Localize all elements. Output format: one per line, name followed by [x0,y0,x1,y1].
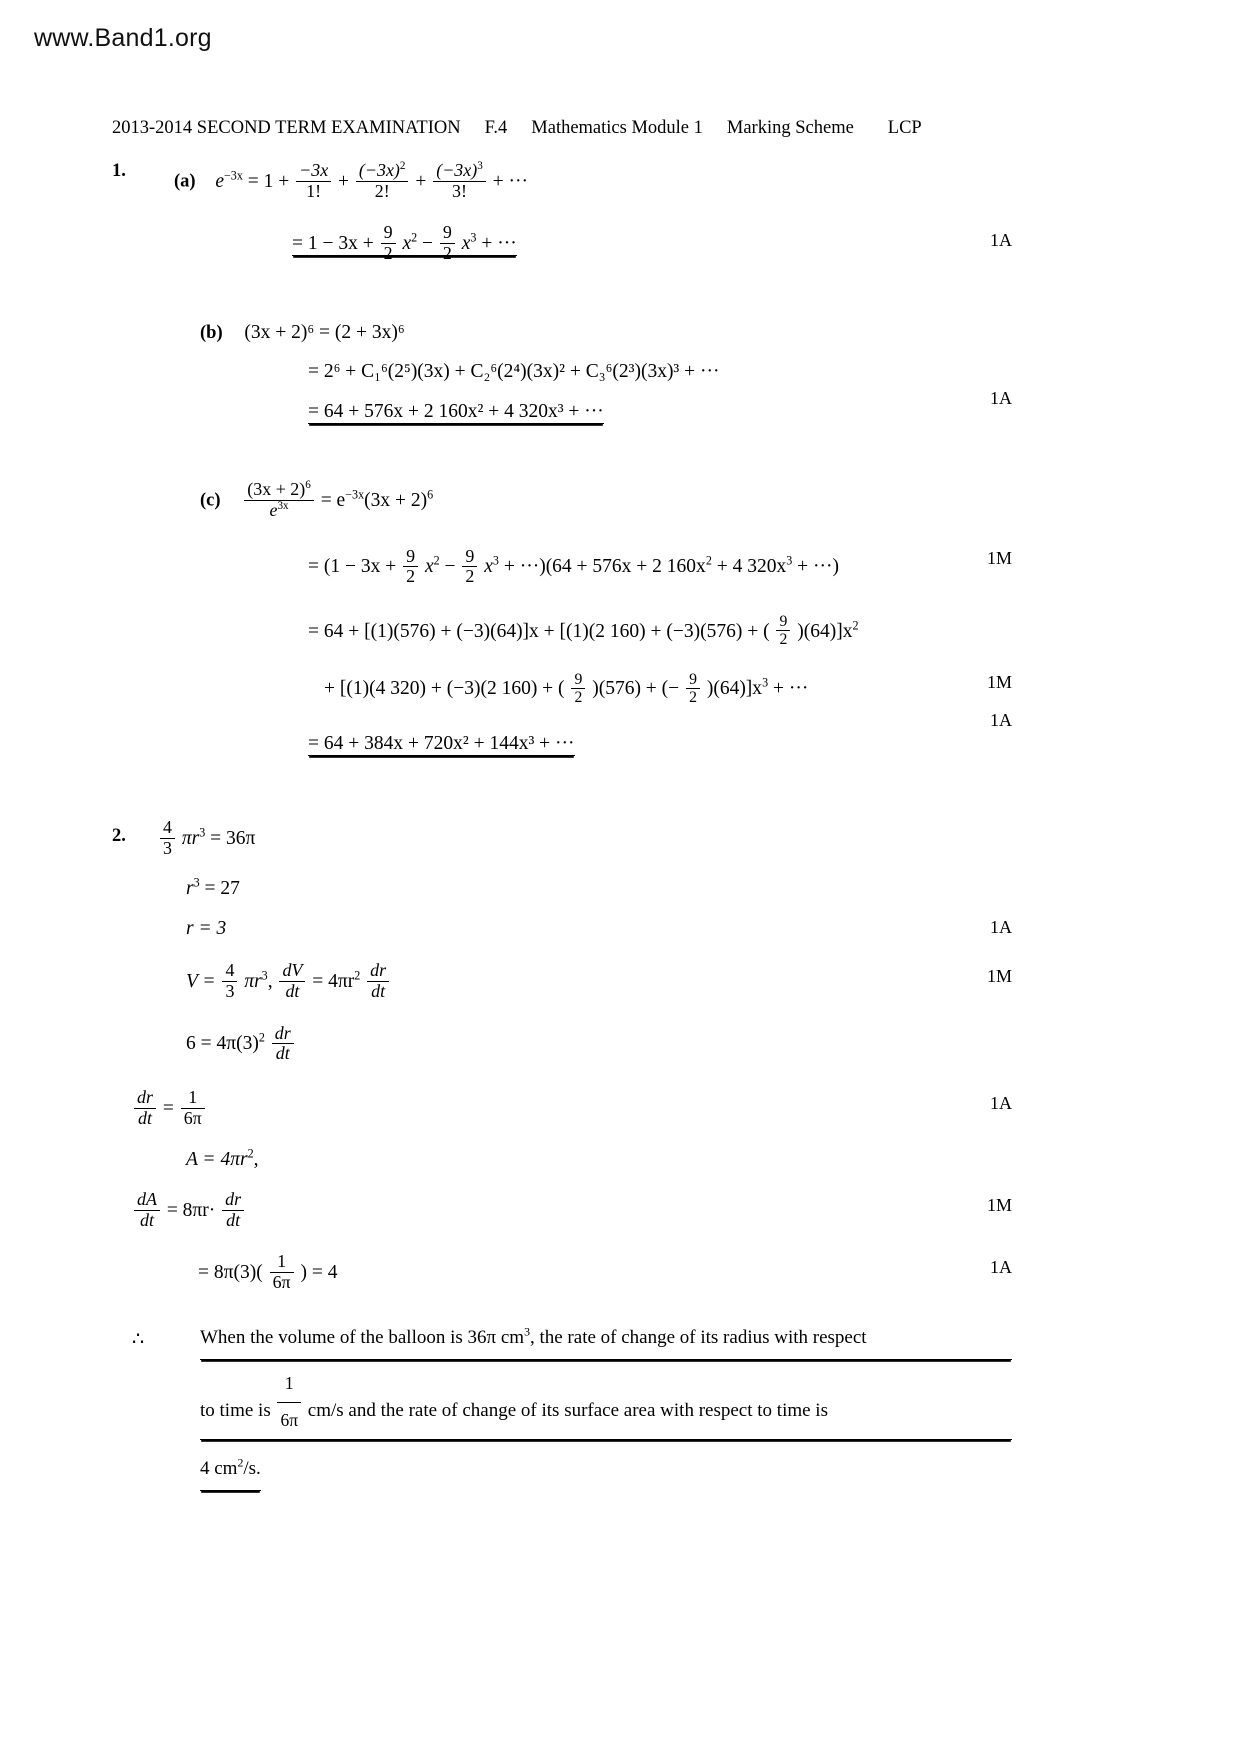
q1a-expression-line1: $e^{-3x} = 1$ + $\frac{-3x}{1!}$ + $\frac{(-3x)^2}{2!}$ + $\frac{(-3x)^3}{3!}$ + ··· [215,160,528,201]
q2-line4: V = $\frac{4}{3}$ $\pi r^3$, $\frac{dV}{dt}$ = $4\pi r^2$ $\frac{dr}{dt}$ [186,971,391,992]
q2-line5: $6 = 4\pi(3)^2$ $\frac{dr}{dt}$ [186,1033,296,1054]
q1-part-a-label: (a) [174,171,196,192]
q1b-line1: (3x + 2)⁶ = (2 + 3x)⁶ [244,321,405,343]
q1b-line2-row [112,361,1012,382]
q1a-lhs: e [215,170,224,192]
q2-frac-4-3-b: $\frac{4}{3}$ [222,961,237,1001]
q1a-expression-line2: = 1 − 3x + $\frac{9}{2}$ $x^2$ − $\frac{9}{2}$ $x^3$ + ··· [292,222,517,264]
q1c-line4-row [112,671,1012,707]
header-teacher: LCP [887,118,922,138]
q2-line9: = 8π(3)( $\frac{1}{6\pi}$ ) = 4 [198,1251,338,1293]
q1c-lhs-fraction: $\frac{(3x + 2)^6}{e^{3x}}$ [244,480,314,520]
question-1-number: 1. [112,161,126,181]
header-doc-type: Marking Scheme [726,118,854,138]
q2-line2-row [112,875,1012,900]
q2-line1: $\frac{4}{3}$ $\pi r^3 = 36\pi$ [158,828,255,849]
q1b-line2: = 2⁶ + C₁⁶(2⁵)(3x) + C₂⁶(2⁴)(3x)² + C₃⁶(2³)(3x)³ + ··· [308,361,720,383]
q1-part-b-label: (b) [200,322,223,343]
header-form: F.4 [484,118,508,138]
q1a-term-3: $\frac{(-3x)^3}{3!}$ [433,161,486,201]
q2-line2: $r^3 = 27$ [186,875,240,900]
q1c-line4: + [(1)(4 320) + (−3)(2 160) + ( $\frac{9}{2}$ )(576) + (− $\frac{9}{2}$ )$(64)]x^3$ + ··· [324,670,809,707]
q2-frac-dr-dt-a: $\frac{dr}{dt}$ [367,961,389,1001]
mark-q2-1: 1A [990,916,1012,937]
q1a-eq: = 1 + [247,170,290,192]
q2-line7-row [112,1146,1012,1170]
mark-q2-2: 1M [986,966,1012,987]
q2-line3: r = 3 [186,917,227,939]
q1c-line5: = 64 + 384x + 720x² + 144x³ + ··· [308,732,575,754]
q2-line7: $A = 4\pi r^2$, [186,1146,259,1170]
q2-line3-row [112,918,1012,939]
q2-line8: $\frac{dA}{dt}$ = 8πr· $\frac{dr}{dt}$ [132,1200,246,1221]
question-2 [112,818,1012,1491]
q2-conclusion [112,1319,1012,1492]
q1c-line3: = 64 + [(1)(576) + (−3)(64)]x + [(1)(2 160) + (−3)(576) + ( $\frac{9}{2}$ )$(64)]x^2$ [308,613,859,649]
q1a-frac-9-2-a: $\frac{9}{2}$ [381,223,396,263]
q2-line9-row [112,1252,1012,1292]
q2-frac-1-6pi-a: $\frac{1}{6\pi}$ [181,1088,205,1128]
q1c-line3-row [112,613,1012,649]
q2-frac-4-3-a: $\frac{4}{3}$ [160,818,175,858]
q1c-frac-9-2-e: $\frac{9}{2}$ [686,671,700,707]
question-1 [112,161,1012,754]
q2-conclusion-line2: to time is $\frac{1}{6\pi}$ cm/s and the rate of change of its surface area with respect to time is [200,1366,1012,1441]
header-exam: 2013-2014 SECOND TERM EXAMINATION [112,118,461,138]
q1c-line2-row [112,547,1012,587]
q1c-frac-9-2-c: $\frac{9}{2}$ [776,613,790,649]
mark-q1a: 1A [990,230,1012,251]
q1a-frac-9-2-b: $\frac{9}{2}$ [440,223,455,263]
q1a-term-2: $\frac{(-3x)^2}{2!}$ [356,161,409,201]
q1-part-c-label: (c) [200,490,221,511]
q1c-line2: = (1 − 3x + $\frac{9}{2}$ $x^2$ − $\frac{9}{2}$ $x^3 + \cdot\cdot\cdot)(64 + 576x + 2$ $160x^2 + 4$ $320x^3$ + ···) [308,545,840,587]
q2-line6: $\frac{dr}{dt}$ = $\frac{1}{6\pi}$ [132,1098,207,1119]
q2-line6-row [112,1088,1012,1128]
q2-line4-row [112,961,1012,1001]
q2-line8-row [112,1190,1012,1230]
q1c-line5-row [112,709,1012,754]
q1-part-b [112,322,1012,343]
q1c-frac-9-2-a: $\frac{9}{2}$ [403,547,418,587]
q2-frac-dV-dt: $\frac{dV}{dt}$ [279,961,305,1001]
mark-q1c-2: 1M [986,671,1012,692]
q1-part-a [112,161,1012,201]
q2-line1-row [112,818,1012,858]
q2-line5-row [112,1024,1012,1064]
mark-q1c-3: 1A [990,709,1012,730]
header-subject: Mathematics Module 1 [531,118,703,138]
q1b-line3: = 64 + 576x + 2 160x² + 4 320x³ + ··· [308,400,604,422]
q2-frac-dr-dt-b: $\frac{dr}{dt}$ [272,1024,294,1064]
mark-q2-4: 1M [986,1195,1012,1215]
q1c-frac-9-2-d: $\frac{9}{2}$ [571,671,585,707]
q1c-line1: $\frac{(3x + 2)^6}{e^{3x}}$ = $e^{-3x}(3x + 2)^6$ [242,490,433,511]
q2-frac-dr-dt-d: $\frac{dr}{dt}$ [222,1190,244,1230]
therefore-symbol: ∴ [132,1328,145,1350]
q1-part-c [112,480,1012,520]
q1a-term-1: $\frac{-3x}{1!}$ [296,161,331,201]
q2-frac-1-6pi-b: $\frac{1}{6\pi}$ [270,1252,294,1292]
q2-conclusion-line1: When the volume of the balloon is 36π $cm^3$, the rate of change of its radius with respect [200,1319,1012,1360]
q2-frac-dr-dt-c: $\frac{dr}{dt}$ [134,1088,156,1128]
q2-frac-dA-dt: $\frac{dA}{dt}$ [134,1190,160,1230]
q2-frac-1-6pi-c: $\frac{1}{6\pi}$ [277,1366,301,1439]
mark-q2-5: 1A [990,1257,1012,1278]
mark-q1b: 1A [990,387,1012,408]
q1c-frac-9-2-b: $\frac{9}{2}$ [462,547,477,587]
mark-q1c-1: 1M [986,547,1012,568]
q1b-line3-row [112,387,1012,422]
q1a-expression-line2-row [112,223,1012,263]
site-watermark: www.Band1.org [34,24,212,52]
q2-conclusion-line3: 4 $cm^2/s$. [200,1450,261,1491]
q1a-lhs-exp: −3x [223,168,243,183]
question-2-number: 2. [112,825,126,846]
document-page [112,118,1012,1495]
document-header [112,118,1012,139]
mark-q2-3: 1A [990,1093,1012,1114]
